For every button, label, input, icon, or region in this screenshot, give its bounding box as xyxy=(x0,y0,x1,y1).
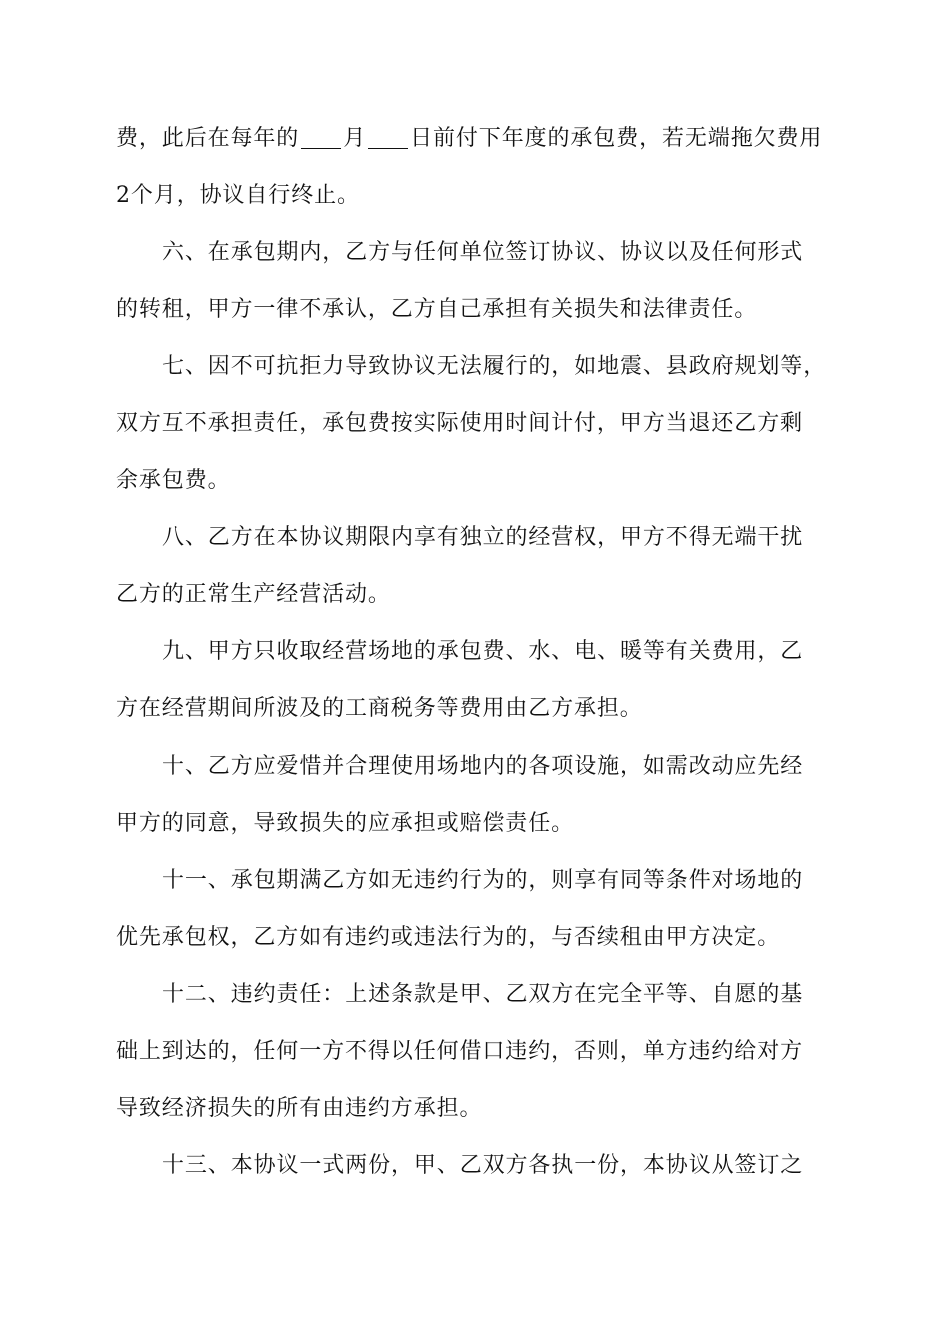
text-segment: 日前付下年度的承包费，若无端拖欠费用 xyxy=(410,126,823,151)
clause-10-line-1: 十、乙方应爱惜并合理使用场地内的各项设施，如需改动应先经 xyxy=(162,754,804,779)
clause-7-line-3: 余承包费。 xyxy=(116,468,231,493)
text-segment: 月 xyxy=(343,126,367,151)
clause-13-line-1: 十三、本协议一式两份，甲、乙双方各执一份，本协议从签订之 xyxy=(162,1153,804,1178)
clause-9-line-2: 方在经营期间所波及的工商税务等费用由乙方承担。 xyxy=(116,696,643,721)
clause-12-line-1: 十二、违约责任：上述条款是甲、乙双方在完全平等、自愿的基 xyxy=(162,982,804,1007)
clause-10-line-2: 甲方的同意，导致损失的应承担或赔偿责任。 xyxy=(116,811,575,836)
clause-11-line-1: 十一、承包期满乙方如无违约行为的，则享有同等条件对场地的 xyxy=(162,868,804,893)
paragraph-5-line-1 xyxy=(116,124,840,154)
clause-11-line-2: 优先承包权，乙方如有违约或违法行为的，与否续租由甲方决定。 xyxy=(116,925,781,950)
text-segment: 费，此后在每年的 xyxy=(116,126,300,151)
clause-8-line-2: 乙方的正常生产经营活动。 xyxy=(116,582,391,607)
blank-month-field xyxy=(301,124,341,149)
clause-7-line-2: 双方互不承担责任，承包费按实际使用时间计付，甲方当退还乙方剩 xyxy=(116,411,804,436)
clause-6-line-1: 六、在承包期内，乙方与任何单位签订协议、协议以及任何形式 xyxy=(162,240,804,265)
clause-8-line-1: 八、乙方在本协议期限内享有独立的经营权，甲方不得无端干扰 xyxy=(162,525,804,550)
clause-7-line-1: 七、因不可抗拒力导致协议无法履行的，如地震、县政府规划等， xyxy=(162,354,827,379)
clause-9-line-1: 九、甲方只收取经营场地的承包费、水、电、暖等有关费用，乙 xyxy=(162,639,804,664)
clause-12-line-2: 础上到达的，任何一方不得以任何借口违约，否则，单方违约给对方 xyxy=(116,1039,804,1064)
paragraph-5-line-2: 2个月，协议自行终止。 xyxy=(116,183,360,208)
clause-6-line-2: 的转租，甲方一律不承认，乙方自己承担有关损失和法律责任。 xyxy=(116,297,758,322)
blank-day-field xyxy=(368,124,408,149)
clause-12-line-3: 导致经济损失的所有由违约方承担。 xyxy=(116,1096,483,1121)
